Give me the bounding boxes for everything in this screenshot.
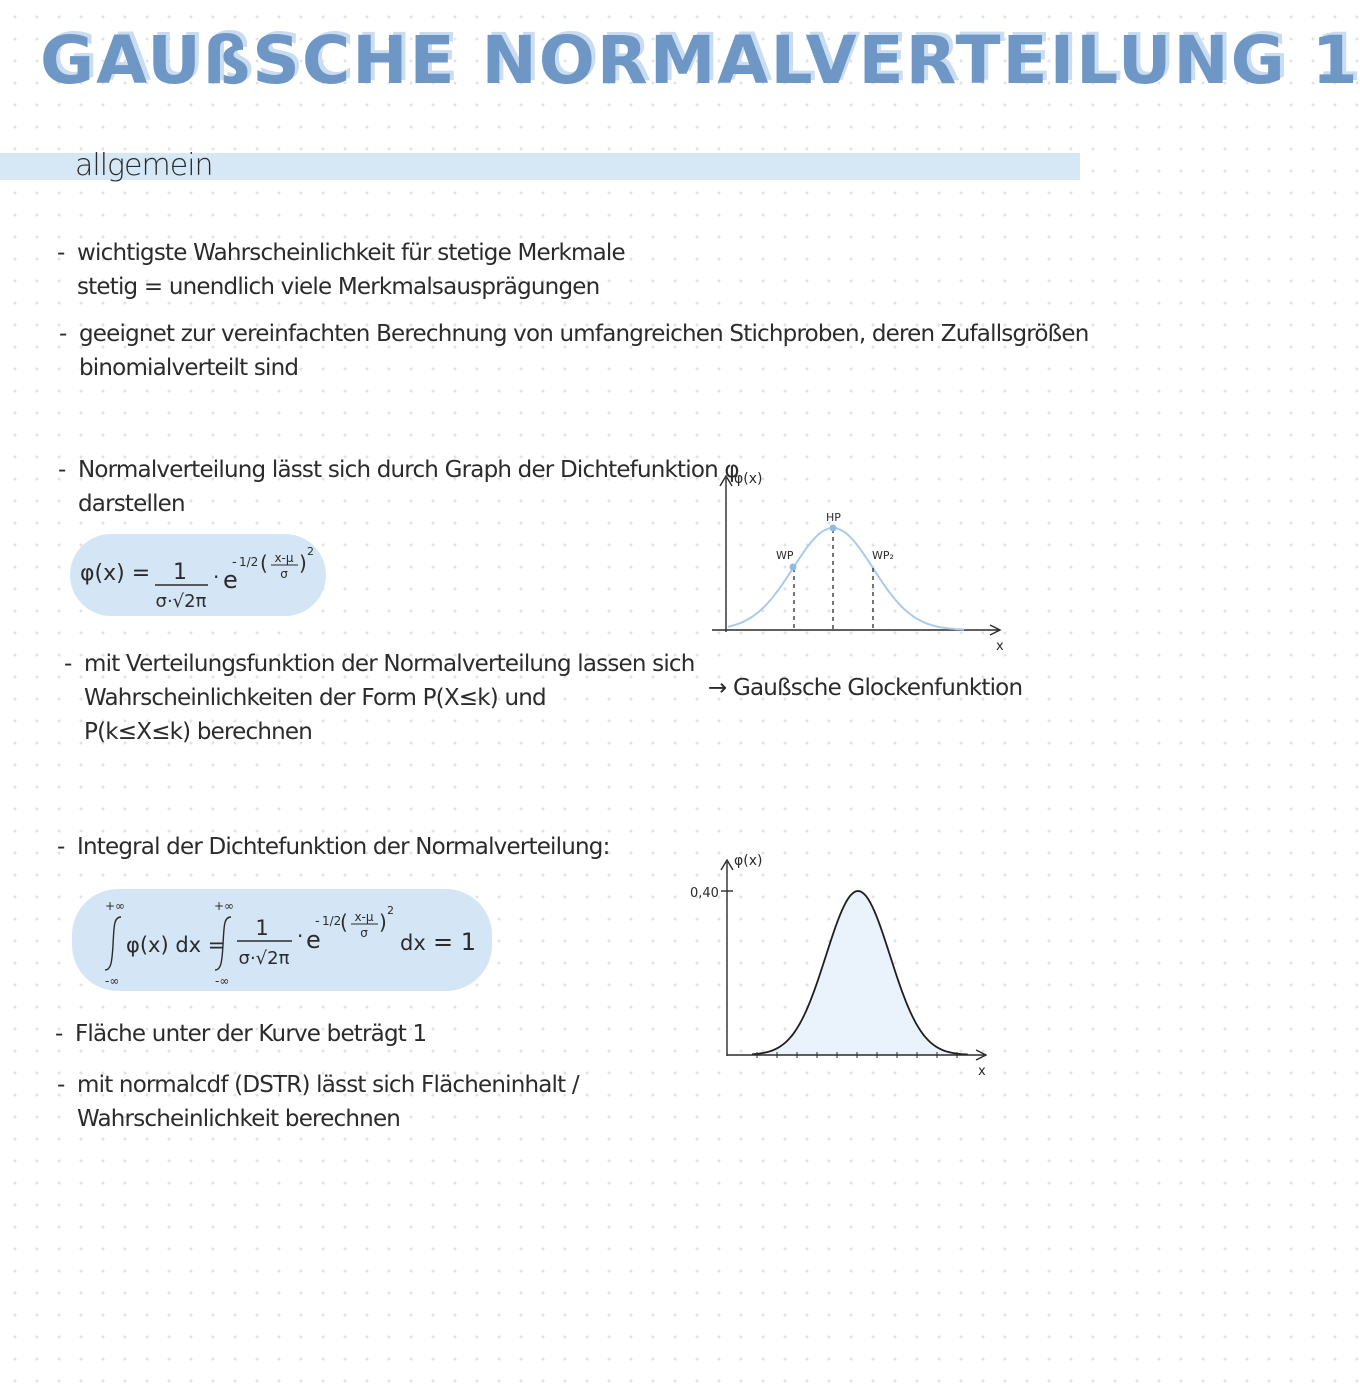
bullet-3-line-2: darstellen <box>78 491 185 517</box>
graph1-wp1-label: WP <box>776 549 794 562</box>
bullet-5-line-1: Integral der Dichtefunktion der Normalverteilung: <box>77 834 610 860</box>
formula1-exp-half: 1/2 <box>239 555 259 569</box>
formula2-close-paren: ) <box>379 910 387 934</box>
graph2-x-label: x <box>978 1064 986 1079</box>
formula1-exp-denominator: σ <box>280 567 288 581</box>
bullet-dash: - <box>59 321 67 347</box>
bullet-7-line-1: mit normalcdf (DSTR) lässt sich Flächeninhalt / <box>77 1072 579 1098</box>
graph2-area-fill <box>752 891 968 1055</box>
formula2-exp-sign: - <box>315 914 320 929</box>
formula2-dot: · <box>297 924 304 948</box>
bullet-2-line-2: binomialverteilt sind <box>79 355 299 381</box>
formula2-exp-denominator: σ <box>360 926 368 940</box>
formula1-numerator: 1 <box>173 560 187 585</box>
formula2-exp-numerator: x-μ <box>354 910 374 924</box>
bullet-4-line-2: Wahrscheinlichkeiten der Form P(X≤k) und <box>84 685 546 711</box>
formula2-dx: dx <box>400 931 426 955</box>
formula1-close-paren: ) <box>299 551 307 575</box>
bullet-1-line-1: wichtigste Wahrscheinlichkeit für stetige Merkmale <box>77 240 625 266</box>
bullet-dash: - <box>57 834 65 860</box>
formula2-exp-square: 2 <box>387 904 394 917</box>
graph2-y-label: φ(x) <box>734 853 763 869</box>
bullet-dash: - <box>57 240 65 266</box>
graph1-x-label: x <box>996 639 1004 654</box>
bullet-1-line-2: stetig = unendlich viele Merkmalsausprägungen <box>77 274 600 300</box>
formula2-exp-half: 1/2 <box>322 914 342 928</box>
bullet-dash: - <box>58 457 66 483</box>
graph1-hp-label: HP <box>826 511 841 524</box>
formula1-exp-square: 2 <box>307 545 314 558</box>
formula1-denominator: σ·√2π <box>155 591 207 612</box>
graph1-wp2-label: WP₂ <box>872 549 894 562</box>
bullet-2-line-1: geeignet zur vereinfachten Berechnung von umfangreichen Stichproben, deren Zufallsgrößen <box>79 321 1089 347</box>
formula2-upper-2: +∞ <box>214 899 235 913</box>
bullet-4-line-3: P(k≤X≤k) berechnen <box>84 719 313 745</box>
bullet-6-line-1: Fläche unter der Kurve beträgt 1 <box>75 1021 427 1047</box>
formula2-base-e: e <box>306 926 321 954</box>
formula2-denominator: σ·√2π <box>238 948 290 969</box>
formula2-lower-2: -∞ <box>215 974 230 988</box>
bullet-dash: - <box>55 1021 63 1047</box>
formula2-upper-1: +∞ <box>105 899 126 913</box>
formula1-exp-numerator: x-μ <box>274 551 294 565</box>
graph1-caption: → Gaußsche Glockenfunktion <box>708 675 1023 701</box>
bullet-7-line-2: Wahrscheinlichkeit berechnen <box>77 1106 401 1132</box>
graph2-y-tick-label: 0,40 <box>690 886 719 901</box>
formula1-dot: · <box>213 565 220 589</box>
bullet-dash: - <box>64 651 72 677</box>
bullet-dash: - <box>57 1072 65 1098</box>
formula1-open-paren: ( <box>260 551 268 575</box>
bullet-3-line-1: Normalverteilung lässt sich durch Graph der Dichtefunktion φ <box>78 457 739 483</box>
page-title: GAUßSCHE NORMALVERTEILUNG 1 <box>40 22 1360 99</box>
graph1-y-label: φ(x) <box>734 471 763 487</box>
section-heading: allgemein <box>75 148 213 183</box>
formula1-exp-sign: - <box>232 555 237 570</box>
bullet-4-line-1: mit Verteilungsfunktion der Normalverteilung lassen sich <box>84 651 695 677</box>
formula2-result: = 1 <box>433 928 477 956</box>
formula2-integrand: φ(x) dx = <box>126 933 226 957</box>
formula2-numerator: 1 <box>255 916 269 940</box>
formula2-open-paren: ( <box>340 910 348 934</box>
formula1-lhs: φ(x) = <box>80 561 151 586</box>
formula2-lower-1: -∞ <box>105 974 120 988</box>
formula1-base-e: e <box>223 566 238 594</box>
